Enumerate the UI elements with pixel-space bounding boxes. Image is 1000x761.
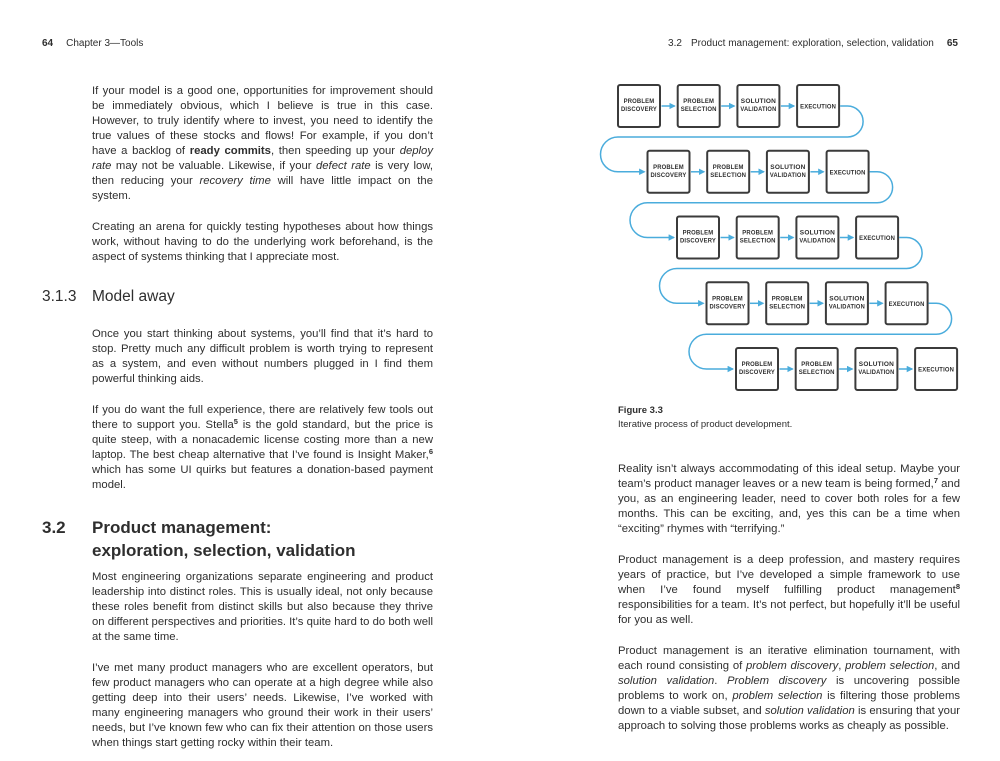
paragraph-tournament: Product management is an iterative elimination tournament, with each round consisting of problem discovery, problem selection, and solution validation. Problem discovery is uncovering possible problems to work on, problem selection is filtering those problems down to a viable subset, and solution validation is ensuring that your approach to solving those problems works as cheaply as possible. — [618, 645, 961, 732]
paragraph-tools: If you do want the full experience, there are relatively few tools out there to support you. Stella$^5$ is the gold standard, but the price is quite steep, with a nonacademic license costing more than a new laptop. The best cheap alternative that I’ve found is Insight Maker,$^6$ which has some UI quirks but features a donation-based payment model. — [92, 404, 433, 491]
page-right — [500, 0, 1000, 761]
paragraph-deep-profession: Product management is a deep profession, and mastery requires years of practice, but I’ve developed a simple framework to use when I’ve found myself fulfilling product management$^8$ responsibilities for a team. It’s not perfect, but hopefully it’ll be useful for you as well. — [618, 554, 960, 626]
paragraph-model-values: If your model is a good one, opportunities for improvement should be immediately obvious, which I believe is true in this case. However, to truly identify where to invest, you need to identify the true values of these stocks and flows! For example, if you don’t have a backlog of ready commits, then speeding up your deploy rate may not be valuable. Likewise, if your defect rate is very low, then reducing your recovery time will have little impact on the system. — [92, 85, 433, 202]
paragraph-arena: Creating an arena for quickly testing hypotheses about how things work, without having to do the underlying work beforehand, is the aspect of systems thinking that I appreciate most. — [92, 221, 433, 263]
paragraph-most-orgs: Most engineering organizations separate engineering and product leadership into distinct roles. This is usually ideal, not only because these roles benefit from distinct skills but also because they thrive on different perspectives and priorities. It’s quite hard to do both well at the same time. — [92, 571, 433, 643]
flow-box-label: EXECUTION — [888, 300, 925, 308]
page-number-left: 64 — [42, 38, 54, 49]
flow-box-label: PROBLEM SELECTION — [798, 361, 836, 376]
flow-box-label: EXECUTION — [918, 366, 955, 374]
flow-box-label: SOLUTION VALIDATION — [740, 98, 777, 113]
flow-box-label: PROBLEM SELECTION — [739, 229, 777, 245]
paragraph-once-you-start: Once you start thinking about systems, you’ll find that it’s hard to stop. Pretty much any difficult problem is worth trying to represent as a system, and even without numbers plugged in I find them powerful thinking aids. — [92, 328, 433, 385]
flow-box-label: PROBLEM SELECTION — [710, 163, 747, 179]
section-number: 3.1.3 — [42, 288, 77, 305]
flow-box-label: SOLUTION VALIDATION — [828, 295, 866, 311]
flow-box-label: PROBLEM DISCOVERY — [680, 229, 717, 245]
section-title: Model away — [92, 288, 175, 305]
figure-3-3 — [500, 0, 1000, 450]
paragraph-met-many: I’ve met many product managers who are excellent operators, but few product managers who can operate at a high degree while also getting deep into their users’ needs. Likewise, I’ve worked with many engineering managers who ground their work in their users’ needs, but I’ve known few who can fix their attention on those users when things start getting rocky within their team. — [92, 662, 433, 749]
flow-box-label: PROBLEM SELECTION — [680, 98, 718, 113]
section-number: 3.2 — [42, 518, 66, 537]
flow-box-label: EXECUTION — [800, 103, 837, 111]
flow-box-label: PROBLEM DISCOVERY — [650, 163, 688, 179]
flow-box-label: EXECUTION — [859, 235, 896, 242]
running-header-left — [42, 38, 143, 50]
flow-box-label: EXECUTION — [829, 169, 866, 177]
section-title-line2: exploration, selection, validation — [92, 540, 356, 560]
flow-box-label: PROBLEM DISCOVERY — [621, 98, 658, 113]
page-number-right: 65 — [946, 38, 958, 49]
flow-box-label: PROBLEM SELECTION — [769, 295, 806, 311]
section-heading-3-1-3 — [42, 287, 433, 307]
iterative-process-diagram — [500, 0, 1000, 450]
flow-box-label: PROBLEM DISCOVERY — [739, 361, 776, 376]
figure-caption — [618, 404, 792, 432]
header-section-ref: 3.2 — [668, 38, 682, 49]
chapter-title: Chapter 3—Tools — [66, 38, 144, 49]
section-title-line1: Product management: — [92, 518, 272, 537]
left-text-column — [42, 84, 433, 761]
section-heading-3-2 — [42, 517, 433, 562]
paragraph-reality: Reality isn’t always accommodating of this ideal setup. Maybe your team’s product manager leaves or a new team is being formed,$^7$ and you, as an engineering leader, need to cover both roles for a few months. This can be exciting, and, yes this can be a time when “exciting” rhymes with “terrifying.” — [618, 463, 960, 535]
figure-label: Figure 3.3 — [618, 405, 663, 416]
flow-box-label: PROBLEM DISCOVERY — [709, 295, 747, 311]
flow-box-label: SOLUTION VALIDATION — [858, 361, 895, 376]
flow-box-label: SOLUTION VALIDATION — [769, 163, 807, 179]
flow-box-label: SOLUTION VALIDATION — [799, 229, 836, 245]
right-text-column — [618, 462, 960, 750]
figure-caption-text: Iterative process of product development. — [618, 419, 793, 430]
header-section-title: Product management: exploration, selection, validation — [690, 38, 934, 49]
